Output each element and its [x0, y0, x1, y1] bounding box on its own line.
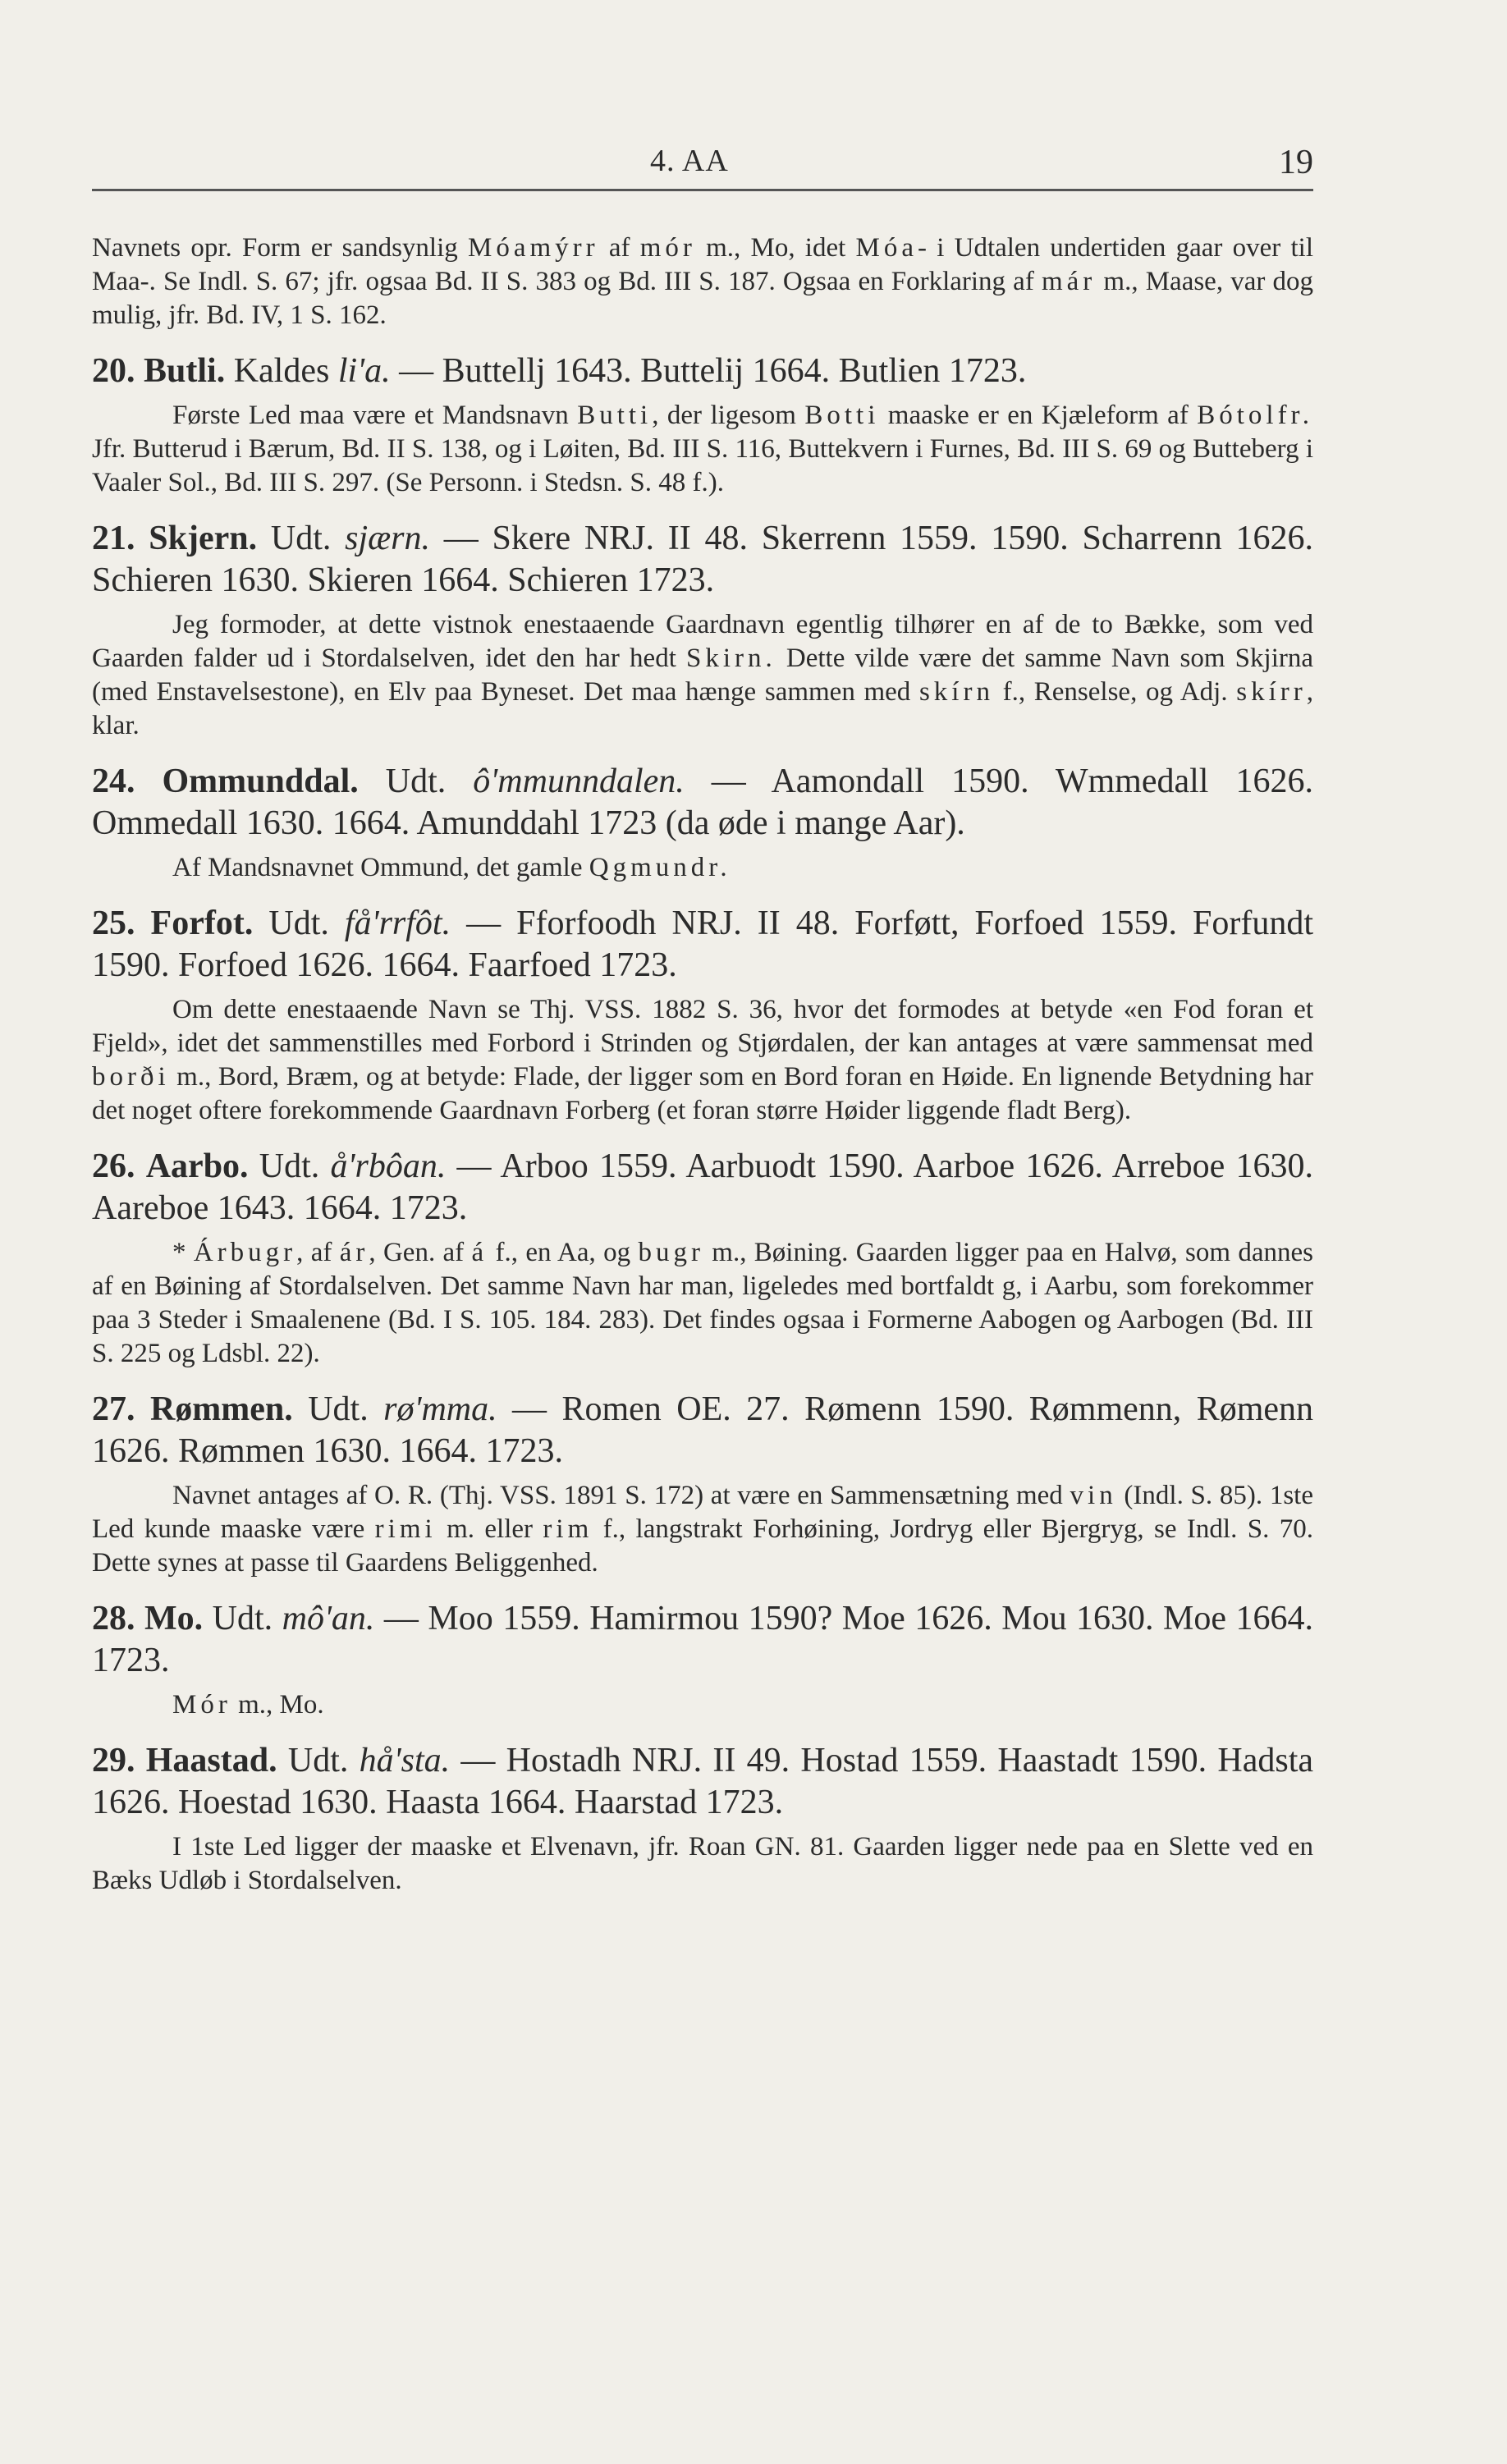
entry-number: 28.	[92, 1600, 135, 1637]
text-run: — Fforfoodh NRJ. II 48. Forføtt, Forfoed 1559. Forfundt 1590. Forfoed 1626. 1664. Faarfoed 1723.	[92, 905, 1314, 984]
farm-name: Haastad.	[145, 1742, 277, 1779]
spaced-word: Móamýrr	[467, 233, 599, 263]
entry-note	[92, 1479, 1313, 1580]
pronunciation: sjærn.	[345, 520, 430, 557]
header-rule	[92, 189, 1313, 191]
section-title: 4. AA	[650, 144, 729, 178]
entry-heading	[92, 1389, 1313, 1472]
text-run: maaske er en Kjæleform af	[879, 401, 1198, 430]
entry-note	[92, 1688, 1313, 1722]
entry-heading	[92, 1146, 1313, 1230]
pronunciation: rø'mma.	[383, 1390, 497, 1428]
entry-number: 21.	[92, 520, 135, 557]
text-run: af	[598, 233, 640, 263]
text-run: (Indl. S. 85). 1ste Led kunde maaske være	[92, 1481, 1313, 1544]
farm-name: Rømmen.	[149, 1390, 293, 1428]
text-run: Udt.	[308, 1390, 384, 1428]
entry-heading	[92, 1598, 1313, 1682]
text-run: Udt.	[212, 1600, 282, 1637]
text-run: Jeg formoder, at dette vistnok enestaaende Gaardnavn egentlig tilhører en af de to Bække, som ved Gaarden falder ud i Stordalselven, idet den har hedt	[92, 610, 1313, 673]
entry-heading	[92, 350, 1313, 392]
spaced-word: skírr	[1236, 677, 1307, 707]
text-run: Dette vilde være det samme Navn som Skjirna (med Enstavelsestone), en Elv paa Byneset. Det maa hænge sammen med	[92, 643, 1313, 707]
entry-heading	[92, 1740, 1313, 1824]
pronunciation: å'rbôan.	[330, 1147, 447, 1185]
text-run: Udt.	[385, 763, 474, 800]
pronunciation: ô'mmunndalen.	[473, 763, 685, 800]
text-run: , klar.	[92, 677, 1313, 740]
text-run: Udt.	[268, 905, 345, 942]
text-run: — Aamondall 1590. Wmmedall 1626. Ommedall 1630. 1664. Amunddahl 1723 (da øde i mange Aar).	[92, 763, 1313, 842]
spaced-word: mór	[639, 233, 696, 263]
text-run: — Skere NRJ. II 48. Skerrenn 1559. 1590. Scharrenn 1626. Schieren 1630. Skieren 1664. Schieren 1723.	[92, 520, 1314, 599]
spaced-word: Bótolfr.	[1197, 401, 1313, 430]
entry-note	[92, 851, 1313, 885]
spaced-word: rim	[543, 1514, 593, 1544]
page-number: 19	[1279, 144, 1313, 181]
pronunciation: få'rrfôt.	[344, 905, 451, 942]
farm-name: Forfot.	[150, 905, 254, 942]
text-run: *	[172, 1238, 194, 1267]
spaced-word: Butti	[577, 401, 653, 430]
entry	[92, 761, 1313, 885]
text-run: Jfr. Butterud i Bærum, Bd. II S. 138, og i Løiten, Bd. III S. 116, Buttekvern i Furnes, Bd. III S. 69 og Butteberg i Vaaler Sol., Bd. III S. 297. (Se Personn. i Stedsn. S. 48 f.).	[92, 434, 1313, 497]
text-run: , Gen. af	[369, 1238, 472, 1267]
text-run: m., Bøining. Gaarden ligger paa en Halvø, som dannes af en Bøining af Stordalselven. Det samme Navn har man, ligeledes med bortfaldt g, i Aarbu, som forekommer paa 3 Steder i Smaalenene (Bd. I S. 105. 184. 283). Det findes ogsaa i Formerne Aabogen og Aarbogen (Bd. III S. 225 og Ldsbl. 22).	[92, 1238, 1313, 1368]
entry	[92, 1740, 1313, 1898]
entry	[92, 903, 1313, 1128]
page-header	[92, 140, 1313, 185]
text-run: m., Mo, idet	[695, 233, 856, 263]
entry	[92, 1389, 1313, 1580]
spaced-word: Móa	[855, 233, 918, 263]
spaced-word: már	[1041, 267, 1097, 296]
text-run: Første Led maa være et Mandsnavn	[172, 401, 578, 430]
text-run: m., Mo.	[231, 1690, 324, 1720]
text-run: — Buttellj 1643. Buttelij 1664. Butlien 1723.	[390, 352, 1027, 390]
text-run: Navnets opr. Form er sandsynlig	[92, 233, 468, 263]
entry-number: 26.	[92, 1147, 135, 1185]
farm-name: Mo.	[144, 1600, 204, 1637]
pronunciation: mô'an.	[282, 1600, 375, 1637]
spaced-word: Árbugr	[193, 1238, 297, 1267]
spaced-word: á	[471, 1238, 488, 1267]
farm-name: Ommunddal.	[162, 763, 359, 800]
entry-number: 25.	[92, 905, 135, 942]
entry	[92, 350, 1313, 500]
entry-number: 24.	[92, 763, 135, 800]
text-run: Af Mandsnavnet Ommund, det gamle	[172, 853, 589, 882]
spaced-word: skírn	[918, 677, 994, 707]
entry	[92, 518, 1313, 743]
spaced-word: Botti	[804, 401, 880, 430]
text-run: Navnet antages af O. R. (Thj. VSS. 1891 S. 172) at være en Sammensætning med	[172, 1481, 1070, 1510]
text-run: Udt.	[259, 1147, 331, 1185]
entry	[92, 1146, 1313, 1371]
spaced-word: Qgmundr.	[589, 853, 731, 882]
pronunciation: li'a.	[337, 352, 391, 390]
entry-note	[92, 1830, 1313, 1898]
entry-number: 20.	[92, 352, 135, 390]
entry-note	[92, 231, 1313, 332]
entry-note	[92, 1236, 1313, 1371]
pronunciation: hå'sta.	[359, 1742, 451, 1779]
text-run: Kaldes	[233, 352, 338, 390]
entry-heading	[92, 518, 1313, 602]
spaced-word: rimi	[374, 1514, 437, 1544]
text-run: f., langstrakt Forhøining, Jordryg eller Bjergryg, se Indl. S. 70. Dette synes at passe til Gaardens Beliggenhed.	[92, 1514, 1313, 1578]
entry-note	[92, 608, 1313, 743]
text-run: , af	[296, 1238, 340, 1267]
text-run: Om dette enestaaende Navn se Thj. VSS. 1882 S. 36, hvor det formodes at betyde «en Fod foran et Fjeld», idet det sammenstilles med Forbord i Strinden og Stjørdalen, der kan antages at være sammensat med	[92, 995, 1313, 1058]
text-run: Udt.	[270, 520, 346, 557]
text-run: m., Maase, var dog mulig, jfr. Bd. IV, 1 S. 162.	[92, 267, 1313, 330]
text-run: — Arboo 1559. Aarbuodt 1590. Aarboe 1626. Arreboe 1630. Aareboe 1643. 1664. 1723.	[92, 1147, 1314, 1227]
text-run: - i Udtalen undertiden gaar over til Maa-. Se Indl. S. 67; jfr. ogsaa Bd. II S. 383 og Bd. III S. 187. Ogsaa en Forklaring af	[92, 233, 1314, 296]
entry-number: 27.	[92, 1390, 135, 1428]
farm-name: Butli.	[144, 352, 226, 390]
entry-note	[92, 993, 1313, 1128]
text-run: — Hostadh NRJ. II 49. Hostad 1559. Haastadt 1590. Hadsta 1626. Hoestad 1630. Haasta 1664. Haarstad 1723.	[92, 1742, 1314, 1821]
text-run: — Moo 1559. Hamirmou 1590? Moe 1626. Mou 1630. Moe 1664. 1723.	[92, 1600, 1313, 1679]
text-run: m. eller	[436, 1514, 543, 1544]
entry	[92, 1598, 1313, 1722]
text-run: I 1ste Led ligger der maaske et Elvenavn, jfr. Roan GN. 81. Gaarden ligger nede paa en Slette ved en Bæks Udløb i Stordalselven.	[92, 1832, 1313, 1895]
text-run: f., en Aa, og	[488, 1238, 639, 1267]
spaced-word: vin	[1070, 1481, 1117, 1510]
spaced-word: Skirn.	[686, 643, 776, 673]
text-run: m., Bord, Bræm, og at betyde: Flade, der ligger som en Bord foran en Høide. En lignende Betydning har det noget oftere forekommende Gaardnavn Forberg (et foran større Høider liggende fladt Berg).	[92, 1062, 1313, 1125]
text-run: f., Renselse, og Adj.	[993, 677, 1237, 707]
entry-heading	[92, 761, 1313, 845]
entry-note	[92, 399, 1313, 500]
entry	[92, 231, 1313, 332]
text-run: Udt.	[287, 1742, 360, 1779]
text-run: , der ligesom	[652, 401, 805, 430]
entry-heading	[92, 903, 1313, 987]
farm-name: Aarbo.	[145, 1147, 249, 1185]
page-content	[92, 231, 1313, 1898]
spaced-word: borði	[92, 1062, 170, 1092]
spaced-word: ár	[339, 1238, 369, 1267]
spaced-word: bugr	[638, 1238, 704, 1267]
text-run: — Romen OE. 27. Rømenn 1590. Rømmenn, Rømenn 1626. Rømmen 1630. 1664. 1723.	[92, 1390, 1314, 1470]
farm-name: Skjern.	[149, 520, 258, 557]
entry-number: 29.	[92, 1742, 135, 1779]
spaced-word: Mór	[172, 1690, 231, 1720]
